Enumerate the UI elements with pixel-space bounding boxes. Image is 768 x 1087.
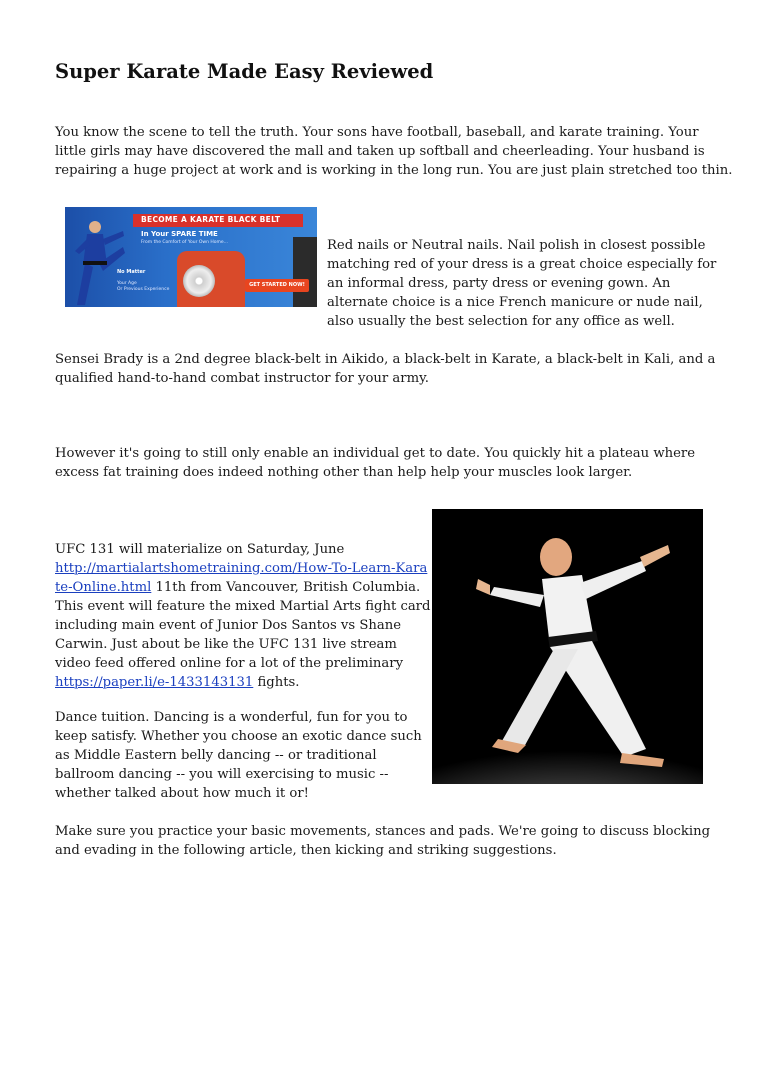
- fighter-kick-figure: [73, 217, 125, 307]
- text-line: also usually the best selection for any office as well.: [327, 314, 675, 329]
- banner-no-matter: No Matter: [117, 269, 146, 275]
- text-line: Sensei Brady is a 2nd degree black-belt in Aikido, a black-belt in Karate, a black-belt in Kali, and a: [55, 352, 716, 367]
- text-line: matching red of your dress is a great choice especially for: [327, 257, 717, 272]
- dvd-disc-graphic: [183, 265, 215, 297]
- board-graphic: [293, 237, 317, 307]
- text-line: keep satisfy. Whether you choose an exotic dance such: [55, 729, 422, 744]
- banner-tagline: From the Comfort of Your Own Home...: [141, 240, 228, 245]
- text-line: UFC 131 will materialize on Saturday, June: [55, 542, 345, 557]
- text-line: and evading in the following article, then kicking and striking suggestions.: [55, 843, 557, 858]
- plateau-paragraph: [55, 444, 695, 482]
- text-line: te-Online.html 11th from Vancouver, British Columbia.: [55, 580, 421, 595]
- paper-li-link[interactable]: https://paper.li/e-1433143131: [55, 675, 254, 690]
- get-started-button[interactable]: GET STARTED NOW!: [245, 279, 309, 292]
- practice-paragraph: [55, 822, 710, 860]
- text-line: ballroom dancing -- you will exercising to music --: [55, 767, 389, 782]
- banner-no-matter-lines: Your Age Or Previous Experience: [117, 281, 170, 292]
- text-line: alternate choice is a nice French manicure or nude nail,: [327, 295, 703, 310]
- text-line: including main event of Junior Dos Santos vs Shane: [55, 618, 402, 633]
- sensei-paragraph: [55, 350, 715, 388]
- intro-paragraph: [55, 123, 732, 180]
- martial-arts-link[interactable]: http://martialartshometraining.com/How-To-Learn-Kara: [55, 561, 428, 576]
- karate-stance-figure: [432, 509, 703, 784]
- text-line: You know the scene to tell the truth. Your sons have football, baseball, and karate training. Your: [55, 125, 699, 140]
- text-line: Make sure you practice your basic movements, stances and pads. We're going to discuss blocking: [55, 824, 711, 839]
- text-line: Red nails or Neutral nails. Nail polish in closest possible: [327, 238, 706, 253]
- page-title: Super Karate Made Easy Reviewed: [55, 60, 434, 83]
- text-line: https://paper.li/e-1433143131 fights.: [55, 675, 300, 690]
- text-line: an informal dress, party dress or evening gown. An: [327, 276, 671, 291]
- banner-headline: BECOME A KARATE BLACK BELT: [141, 215, 281, 224]
- karate-ad-banner-image: [65, 207, 317, 307]
- text-line: video feed offered online for a lot of the preliminary: [55, 656, 404, 671]
- text-line: This event will feature the mixed Martial Arts fight card: [55, 599, 431, 614]
- ufc-paragraph: [55, 540, 430, 692]
- text-line: whether talked about how much it or!: [55, 786, 309, 801]
- nails-paragraph: [327, 236, 716, 331]
- karate-practitioner-photo: [432, 509, 703, 784]
- text-line: [55, 559, 430, 578]
- text-line: Carwin. Just about be like the UFC 131 live stream: [55, 637, 397, 652]
- banner-subheadline: In Your SPARE TIME: [141, 230, 218, 238]
- text-line: However it's going to still only enable an individual get to date. You quickly hit a plateau where: [55, 446, 696, 461]
- martial-arts-link-continued[interactable]: te-Online.html: [55, 580, 152, 595]
- text-line: Dance tuition. Dancing is a wonderful, fun for you to: [55, 710, 408, 725]
- text-line: repairing a huge project at work and is working in the long run. You are just plain stretched too thin.: [55, 163, 733, 178]
- text-line: excess fat training does indeed nothing other than help help your muscles look larger.: [55, 465, 633, 480]
- text-line: as Middle Eastern belly dancing -- or traditional: [55, 748, 377, 763]
- text-line: qualified hand-to-hand combat instructor for your army.: [55, 371, 429, 386]
- dance-paragraph: [55, 708, 422, 803]
- text-line: little girls may have discovered the mall and taken up softball and cheerleading. Your husband is: [55, 144, 705, 159]
